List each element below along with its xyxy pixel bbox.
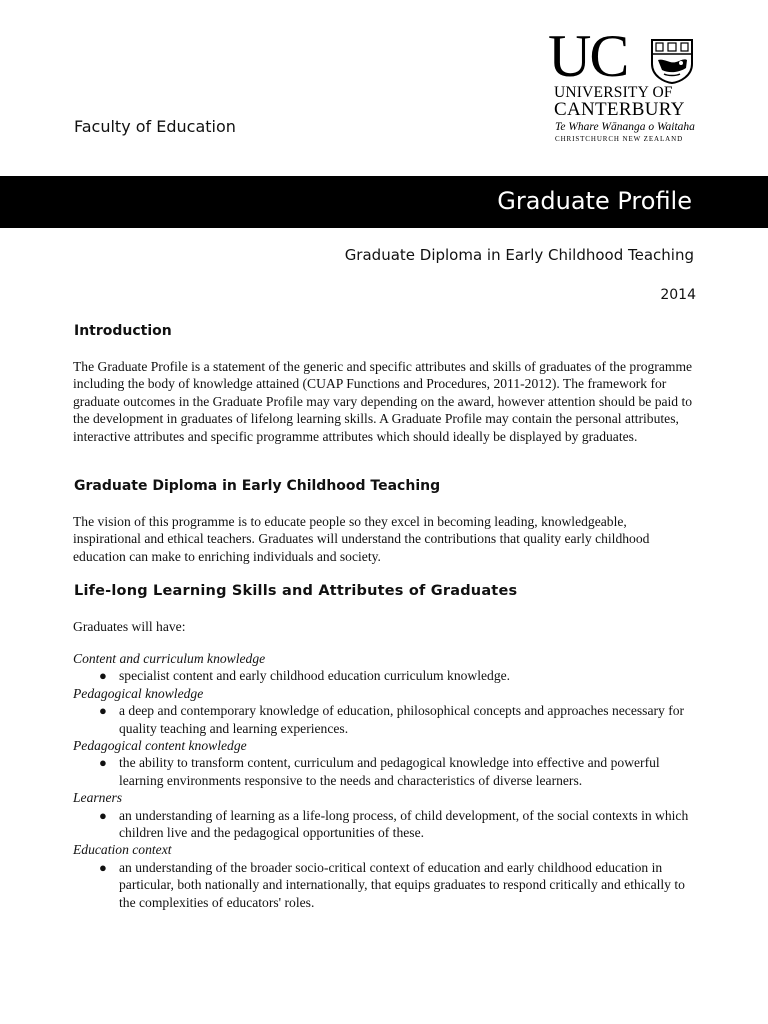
programme-heading: Graduate Diploma in Early Childhood Teaching (74, 478, 441, 494)
attributes-list (73, 650, 693, 911)
section-title: Pedagogical content knowledge (73, 738, 247, 754)
bullet-icon: ● (99, 807, 107, 823)
logo-monogram: UC (548, 23, 628, 89)
list-item-text: a deep and contemporary knowledge of education, philosophical concepts and approaches necessary for quality teaching and learning experiences. (119, 703, 685, 736)
list-item-text: the ability to transform content, curriculum and pedagogical knowledge into effective and powerful learning environments responsive to the needs and characteristics of diverse learners. (119, 755, 660, 788)
section-title: Learners (73, 790, 123, 806)
list-item (73, 702, 693, 737)
logo-line-maori-name: Te Whare Wānanga o Waitaha (555, 121, 695, 133)
university-logo (548, 23, 698, 146)
skills-lead: Graduates will have: (73, 619, 186, 634)
intro-paragraph: The Graduate Profile is a statement of the generic and specific attributes and skills of graduates of the programme including the body of knowledge attained (CUAP Functions and Procedures, 2011-2012). The framework for graduate outcomes in the Graduate Profile may vary depending on the award, however attention should be paid to the development in graduates of lifelong learning skills. A Graduate Profile may contain the personal attributes, interactive attributes and specific programme attributes which should ideally be displayed by graduates. (73, 359, 693, 444)
page-title: Graduate Profile (497, 187, 692, 215)
attribute-section (73, 737, 693, 789)
section-title: Pedagogical knowledge (73, 685, 204, 701)
faculty-name: Faculty of Education (74, 117, 236, 136)
logo-line-university-of: UNIVERSITY OF (554, 84, 673, 101)
attribute-section (73, 650, 693, 685)
list-item (73, 754, 693, 789)
skills-heading: Life-long Learning Skills and Attributes of Graduates (74, 583, 518, 599)
bullet-icon: ● (99, 668, 107, 684)
list-item (73, 667, 693, 684)
bullet-icon: ● (99, 755, 107, 771)
programme-paragraph: The vision of this programme is to educate people so they excel in becoming leading, knowledgeable, inspirational and ethical teachers. Graduates will understand the contributions that quality early childhood education can make to enriching individuals and society. (73, 514, 650, 564)
intro-heading: Introduction (74, 323, 172, 339)
list-item-text: an understanding of learning as a life-long process, of child development, of the social contexts in which children live and the pedagogical opportunities of these. (119, 807, 689, 841)
title-banner (0, 176, 768, 228)
logo-line-canterbury: CANTERBURY (554, 99, 685, 120)
list-item (73, 859, 693, 911)
logo-line-location: CHRISTCHURCH NEW ZEALAND (555, 135, 684, 143)
list-item-text: specialist content and early childhood education curriculum knowledge. (119, 668, 511, 684)
attribute-section (73, 789, 693, 841)
bullet-icon: ● (99, 703, 107, 719)
attribute-section (73, 841, 693, 911)
list-item-text: an understanding of the broader socio-critical context of education and early childhood education in particular, both nationally and internationally, that equips graduates to respond critically and ethically to the complexities of educators' roles. (119, 859, 685, 910)
section-title: Education context (73, 842, 172, 858)
crest-icon (650, 38, 694, 84)
attribute-section (73, 685, 693, 737)
section-title: Content and curriculum knowledge (73, 651, 266, 666)
bullet-icon: ● (99, 859, 107, 875)
document-year: 2014 (660, 287, 696, 303)
list-item (73, 807, 693, 842)
programme-subtitle: Graduate Diploma in Early Childhood Teaching (344, 246, 694, 264)
